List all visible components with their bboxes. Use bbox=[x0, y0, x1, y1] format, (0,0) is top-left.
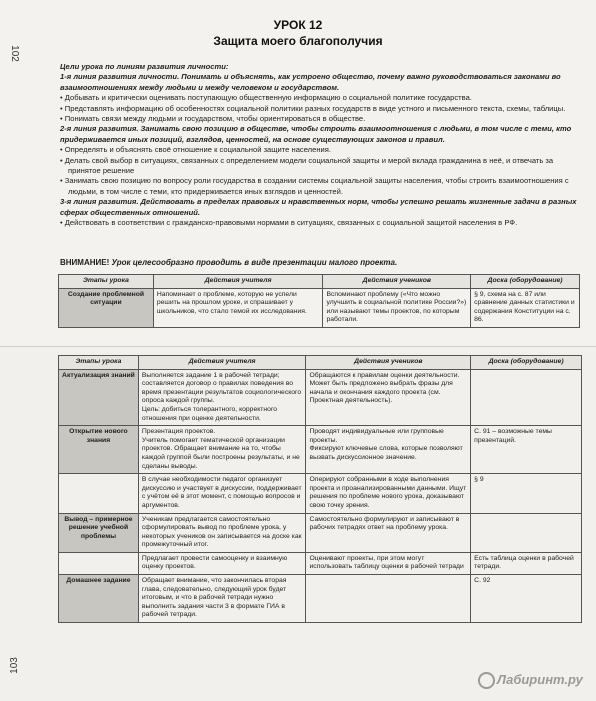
goal-item: • Занимать свою позицию по вопросу роли государства в создании системы социальной защиты населения, чтобы строить взаимоотношения с людьми, в том числе с теми, кто придерживается иных взглядов и ценностей. bbox=[60, 176, 569, 196]
table-row bbox=[59, 575, 582, 623]
goal-heading: Цели урока по линиям развития личности: bbox=[60, 62, 229, 71]
page-number-bottom: 103 bbox=[8, 657, 20, 674]
cell-teacher: Предлагает провести самооценку и взаимную оценку проектов. bbox=[138, 552, 306, 574]
cell-teacher: Презентация проектов. Учитель помогает тематической организации проектов. Обращает внимание на то, чтобы каждой группой были построены результаты, и не сделаны выводы. bbox=[138, 426, 306, 474]
cell-students: Обращаются к правилам оценки деятельности. Может быть предложено выбрать фразы для начала и окончания каждого проекта (см. Проектная деятельность). bbox=[306, 369, 471, 426]
header-board: Доска (оборудование) bbox=[471, 275, 580, 289]
cell-students bbox=[306, 575, 471, 623]
goal-line bbox=[60, 93, 580, 103]
table-row bbox=[59, 288, 580, 327]
cell-students: Проводят индивидуальные или групповые проекты. Фиксируют ключевые слова, которые позволяют вызвать дискуссионное значение. bbox=[306, 426, 471, 474]
goal-item: • Представлять информацию об особенностях социальной политики разных государств в виде устного и письменного текста, схемы, таблицы. bbox=[60, 103, 566, 113]
table-row bbox=[59, 513, 582, 552]
goal-line bbox=[60, 156, 580, 177]
labirint-logo-icon bbox=[478, 672, 495, 689]
goal-item: • Делать свой выбор в ситуациях, связанных с определением модели социальной защиты и мерой вклада гражданина в неё, и отвечать за принятое решение bbox=[60, 155, 554, 176]
lesson-subtitle: Защита моего благополучия bbox=[213, 34, 383, 48]
goal-heading: 3-я линия развития. Действовать в пределах правовых и нравственных норм, чтобы успешно решать жизненные задачи в разных сферах общественных отношений. bbox=[60, 197, 577, 217]
cell-stage: Открытие нового знания bbox=[59, 426, 139, 474]
cell-stage bbox=[59, 552, 139, 574]
goal-heading: 2-я линия развития. Занимать свою позицию в обществе, чтобы строить взаимоотношения с людьми, в том числе с теми, кто придерживается иных позиций, взглядов, ценностей, на основе существующих законов и правил. bbox=[60, 124, 572, 144]
goal-heading: 1-я линия развития личности. Понимать и объяснять, как устроено общество, почему важно руководствоваться законами во взаимоотношениях между людьми и между человеком и государством. bbox=[60, 72, 561, 92]
goal-line bbox=[60, 104, 580, 114]
lesson-table-2 bbox=[58, 355, 582, 623]
table-row bbox=[59, 552, 582, 574]
cell-students: Оперируют собранными в ходе выполнения проекта и проанализированными данными. Ищут решения по проблеме нового урока, доказывают свою точку зрения. bbox=[306, 474, 471, 513]
warning-note bbox=[60, 258, 397, 267]
cell-students: Самостоятельно формулируют и записывают в рабочих тетрадях ответ на проблему урока. bbox=[306, 513, 471, 552]
cell-teacher: Ученикам предлагается самостоятельно сформулировать вывод по проблеме урока, у некоторых учеников он записывается на доске как промежуточный итог. bbox=[138, 513, 306, 552]
cell-students: Оценивают проекты, при этом могут использовать таблицу оценки в рабочей тетради bbox=[306, 552, 471, 574]
goal-item: • Понимать связи между людьми и государством, чтобы ориентироваться в обществе. bbox=[60, 114, 366, 124]
page-number-top: 102 bbox=[8, 45, 20, 62]
goal-item: • Определять и объяснять своё отношение к социальной защите населения. bbox=[60, 145, 331, 155]
goal-line bbox=[60, 124, 580, 145]
cell-board: С. 92 bbox=[471, 575, 582, 623]
cell-stage: Вывод – примерное решение учебной проблемы bbox=[59, 513, 139, 552]
goal-line bbox=[60, 197, 580, 218]
cell-board: § 9, схема на с. 87 или сравнение данных статистики и содержания Конституции на с. 86. bbox=[471, 288, 580, 327]
cell-teacher: Напоминает о проблеме, которую не успели решить на прошлом уроке, и спрашивает у школьников, что стало темой их исследования. bbox=[153, 288, 323, 327]
cell-teacher: Выполняется задание 1 в рабочей тетради; составляется договор о правилах поведения во время презентации результатов социологического опроса каждой группы. Цель: добиться толерантного, корректного отношения при оценке деятельности. bbox=[138, 369, 306, 426]
header-teacher: Действия учителя bbox=[153, 275, 323, 289]
upper-page bbox=[0, 0, 596, 346]
cell-stage: Домашнее задание bbox=[59, 575, 139, 623]
header-students: Действия учеников bbox=[323, 275, 471, 289]
publisher-watermark bbox=[478, 672, 583, 689]
goal-line bbox=[60, 62, 580, 72]
header-stages-2: Этапы урока bbox=[59, 356, 139, 370]
goal-item: • Действовать в соответствии с гражданско-правовыми нормами в ситуациях, связанных с социальной защитой населения в РФ. bbox=[60, 218, 518, 228]
goal-line bbox=[60, 72, 580, 93]
table-row bbox=[59, 426, 582, 474]
table-row bbox=[59, 369, 582, 426]
cell-teacher: Обращает внимание, что закончилась вторая глава, следовательно, следующий урок будет итоговым, и что в рабочей тетради нужно выполнить задания части 3 в формате ГИА в рабочей тетради. bbox=[138, 575, 306, 623]
goal-line bbox=[60, 114, 580, 124]
goal-line bbox=[60, 176, 580, 197]
header-stages: Этапы урока bbox=[59, 275, 154, 289]
lesson-goals bbox=[60, 62, 580, 229]
goal-line bbox=[60, 145, 580, 155]
header-board-2: Доска (оборудование) bbox=[471, 356, 582, 370]
goal-line bbox=[60, 218, 580, 228]
cell-board: § 9 bbox=[471, 474, 582, 513]
cell-students: Вспоминают проблему («Что можно улучшить в социальной политике России?») или называют темы проектов, по которым работали. bbox=[323, 288, 471, 327]
cell-stage bbox=[59, 474, 139, 513]
header-teacher-2: Действия учителя bbox=[138, 356, 306, 370]
table-row bbox=[59, 474, 582, 513]
warning-label: ВНИМАНИЕ! bbox=[60, 258, 110, 267]
cell-stage: Создание проблемной ситуации bbox=[59, 288, 154, 327]
cell-board bbox=[471, 369, 582, 426]
lesson-title: УРОК 12 bbox=[273, 18, 323, 32]
goal-item: • Добывать и критически оценивать поступающую общественную информацию о социальной политике государства. bbox=[60, 93, 472, 103]
header-students-2: Действия учеников bbox=[306, 356, 471, 370]
cell-board: С. 91 – возможные темы презентаций. bbox=[471, 426, 582, 474]
warning-text: Урок целесообразно проводить в виде презентации малого проекта. bbox=[109, 258, 398, 267]
lesson-table-1 bbox=[58, 274, 580, 328]
cell-board: Есть таблица оценки в рабочей тетради. bbox=[471, 552, 582, 574]
cell-board bbox=[471, 513, 582, 552]
cell-teacher: В случае необходимости педагог организует дискуссию и участвует в дискуссии, поддерживает с учётом её в этот момент, с помощью вопросов и аргументов. bbox=[138, 474, 306, 513]
watermark-text: Лабиринт.ру bbox=[497, 672, 583, 687]
cell-stage: Актуализация знаний bbox=[59, 369, 139, 426]
